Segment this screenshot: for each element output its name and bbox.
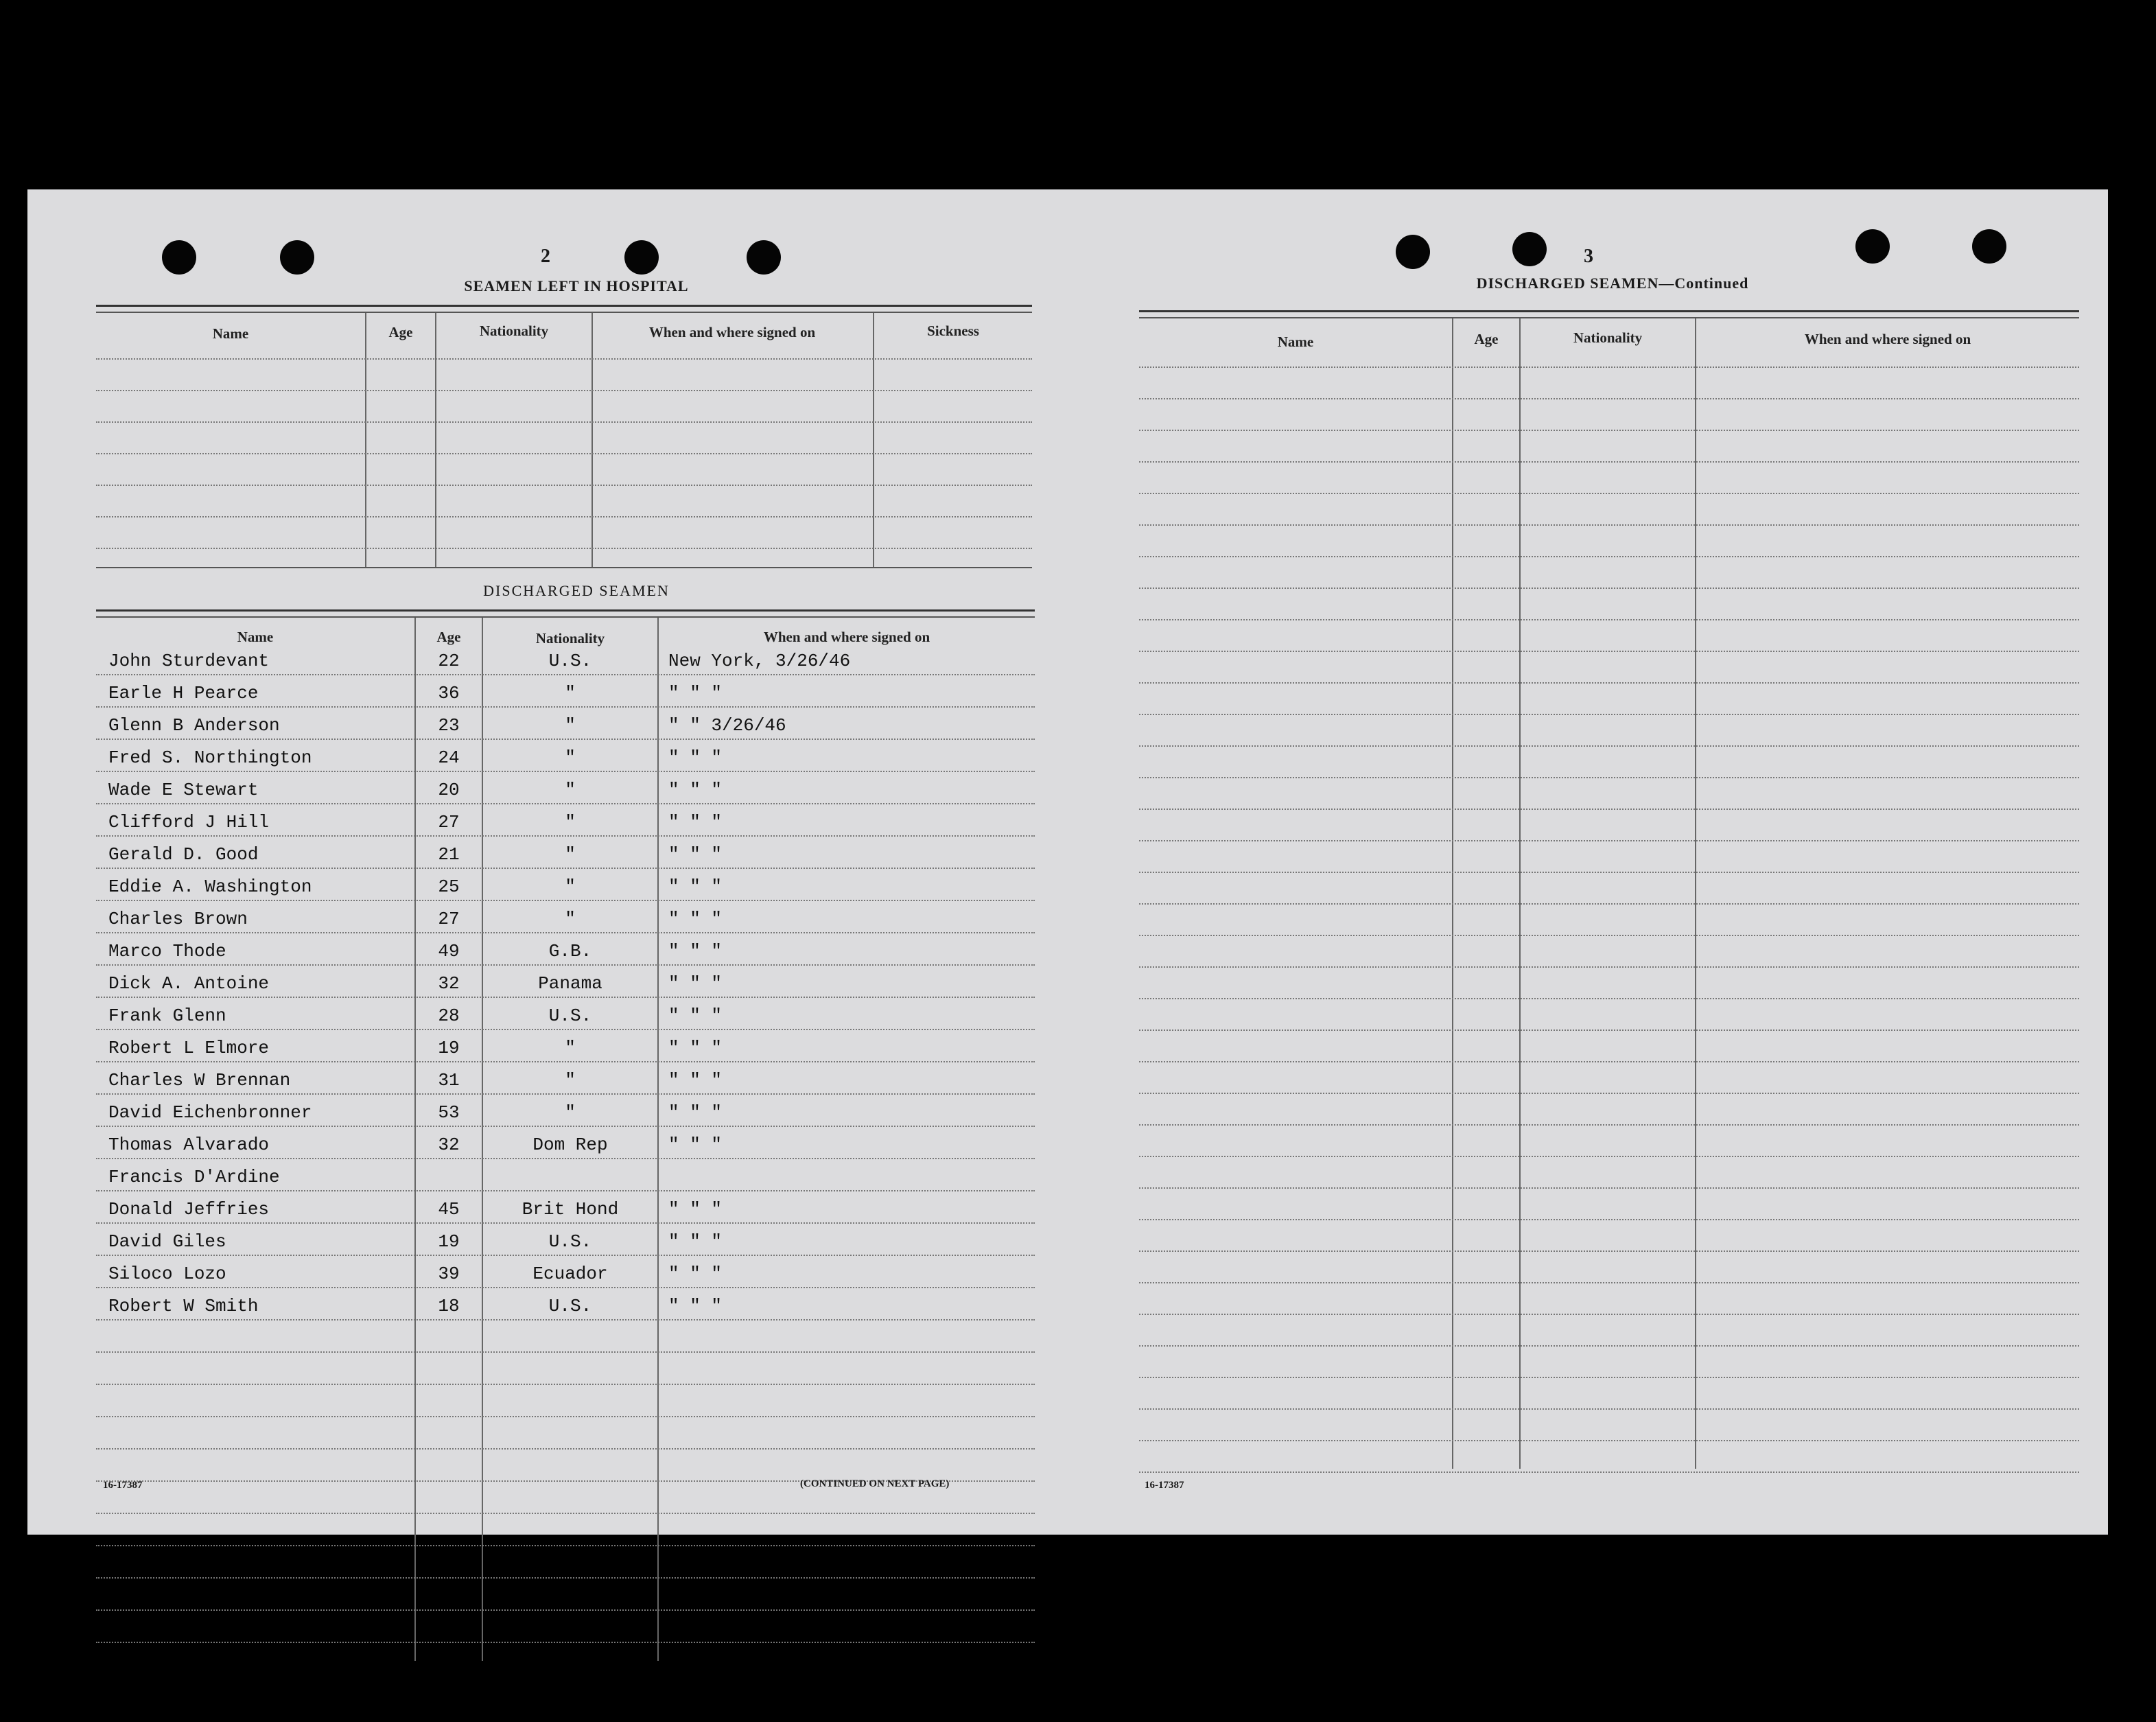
seaman-nationality: Brit Hond [522, 1199, 619, 1220]
discharged-col-nationality: Nationality [535, 630, 605, 647]
seaman-signed-on: " " " [668, 844, 723, 865]
seaman-name: Clifford J Hill [108, 812, 270, 833]
left-page-number: 2 [541, 246, 550, 267]
discharged-col-name: Name [237, 629, 274, 645]
seaman-age: 53 [438, 1102, 460, 1123]
seaman-nationality: " [565, 683, 576, 703]
seaman-nationality: " [565, 780, 576, 800]
seaman-age: 20 [438, 780, 460, 800]
seaman-age: 24 [438, 747, 460, 768]
hospital-col-age: Age [388, 324, 413, 340]
seaman-age: 45 [438, 1199, 460, 1220]
seaman-name: David Giles [108, 1231, 226, 1252]
seaman-name: Francis D'Ardine [108, 1167, 280, 1187]
seaman-age: 36 [438, 683, 460, 703]
seaman-name: Fred S. Northington [108, 747, 312, 768]
punch-hole-1 [162, 240, 196, 275]
hospital-section-title: SEAMEN LEFT IN HOSPITAL [464, 277, 689, 294]
seaman-age: 27 [438, 812, 460, 833]
seaman-signed-on: " " " [668, 747, 723, 768]
seaman-age: 19 [438, 1038, 460, 1058]
seaman-age: 32 [438, 1135, 460, 1155]
seaman-name: Charles Brown [108, 909, 248, 929]
seaman-age: 27 [438, 909, 460, 929]
seaman-signed-on: " " " [668, 683, 723, 703]
seaman-age: 21 [438, 844, 460, 865]
seaman-name: Glenn B Anderson [108, 715, 280, 736]
seaman-signed-on: " " " [668, 1005, 723, 1026]
seaman-name: Robert L Elmore [108, 1038, 270, 1058]
seaman-signed-on: " " " [668, 909, 723, 929]
seaman-signed-on: " " " [668, 1135, 723, 1155]
punch-hole-6 [1512, 232, 1547, 266]
seaman-name: Charles W Brennan [108, 1070, 291, 1091]
seaman-age: 49 [438, 941, 460, 962]
seaman-nationality: Panama [538, 973, 602, 994]
discharged-section-title: DISCHARGED SEAMEN [483, 582, 670, 599]
seaman-signed-on: " " 3/26/46 [668, 715, 786, 736]
seaman-signed-on: " " " [668, 1070, 723, 1091]
seaman-nationality: U.S. [548, 1005, 592, 1026]
seaman-nationality: " [565, 747, 576, 768]
continued-note: (CONTINUED ON NEXT PAGE) [800, 1478, 950, 1489]
seaman-name: Earle H Pearce [108, 683, 259, 703]
seaman-name: Eddie A. Washington [108, 876, 312, 897]
seaman-age: 25 [438, 876, 460, 897]
seaman-name: Frank Glenn [108, 1005, 226, 1026]
document-sheet [27, 189, 2108, 1535]
seaman-age: 31 [438, 1070, 460, 1091]
hospital-col-signed-on: When and where signed on [648, 324, 816, 340]
continued-col-name: Name [1277, 334, 1314, 350]
seaman-nationality: " [565, 1102, 576, 1123]
seaman-signed-on: " " " [668, 941, 723, 962]
punch-hole-3 [624, 240, 659, 275]
seaman-nationality: " [565, 1070, 576, 1091]
seaman-signed-on: " " " [668, 1231, 723, 1252]
seaman-nationality: " [565, 812, 576, 833]
seaman-nationality: " [565, 1038, 576, 1058]
hospital-col-name: Name [212, 325, 249, 342]
seaman-name: David Eichenbronner [108, 1102, 312, 1123]
continued-col-nationality: Nationality [1573, 329, 1643, 346]
punch-hole-5 [1396, 235, 1430, 269]
seaman-age: 22 [438, 651, 460, 671]
seaman-signed-on: " " " [668, 780, 723, 800]
seaman-signed-on: " " " [668, 1296, 723, 1316]
seaman-signed-on: " " " [668, 1199, 723, 1220]
punch-hole-4 [747, 240, 781, 275]
seaman-name: Wade E Stewart [108, 780, 259, 800]
punch-hole-7 [1855, 229, 1890, 264]
seaman-name: Donald Jeffries [108, 1199, 270, 1220]
discharged-col-signed-on: When and where signed on [763, 629, 930, 645]
seaman-signed-on: " " " [668, 973, 723, 994]
seaman-nationality: G.B. [548, 941, 592, 962]
hospital-col-sickness: Sickness [927, 323, 979, 339]
right-form-number: 16-17387 [1145, 1480, 1184, 1491]
right-page-number: 3 [1584, 246, 1593, 267]
seaman-name: John Sturdevant [108, 651, 270, 671]
hospital-col-nationality: Nationality [479, 323, 549, 339]
seaman-nationality: U.S. [548, 1296, 592, 1316]
seaman-signed-on: " " " [668, 812, 723, 833]
seaman-name: Robert W Smith [108, 1296, 259, 1316]
punch-hole-2 [280, 240, 314, 275]
seaman-age: 39 [438, 1264, 460, 1284]
seaman-nationality: " [565, 876, 576, 897]
seaman-nationality: U.S. [548, 1231, 592, 1252]
seaman-age: 23 [438, 715, 460, 736]
seaman-name: Siloco Lozo [108, 1264, 226, 1284]
left-form-number: 16-17387 [103, 1480, 143, 1491]
seaman-name: Gerald D. Good [108, 844, 259, 865]
seaman-age: 18 [438, 1296, 460, 1316]
seaman-nationality: Ecuador [532, 1264, 608, 1284]
seaman-nationality: " [565, 715, 576, 736]
continued-col-age: Age [1474, 331, 1499, 347]
seaman-nationality: " [565, 844, 576, 865]
continued-col-signed-on: When and where signed on [1804, 331, 1971, 347]
seaman-nationality: Dom Rep [532, 1135, 608, 1155]
seaman-name: Dick A. Antoine [108, 973, 270, 994]
seaman-nationality: U.S. [548, 651, 592, 671]
seaman-signed-on: " " " [668, 1264, 723, 1284]
seaman-age: 19 [438, 1231, 460, 1252]
seaman-age: 32 [438, 973, 460, 994]
seaman-name: Thomas Alvarado [108, 1135, 270, 1155]
seaman-nationality: " [565, 909, 576, 929]
seaman-age: 28 [438, 1005, 460, 1026]
seaman-name: Marco Thode [108, 941, 226, 962]
seaman-signed-on: " " " [668, 876, 723, 897]
seaman-signed-on: " " " [668, 1038, 723, 1058]
right-section-title: DISCHARGED SEAMEN—Continued [1476, 275, 1749, 292]
discharged-col-age: Age [436, 629, 461, 645]
seaman-signed-on: New York, 3/26/46 [668, 651, 851, 671]
seaman-signed-on: " " " [668, 1102, 723, 1123]
punch-hole-8 [1972, 229, 2006, 264]
